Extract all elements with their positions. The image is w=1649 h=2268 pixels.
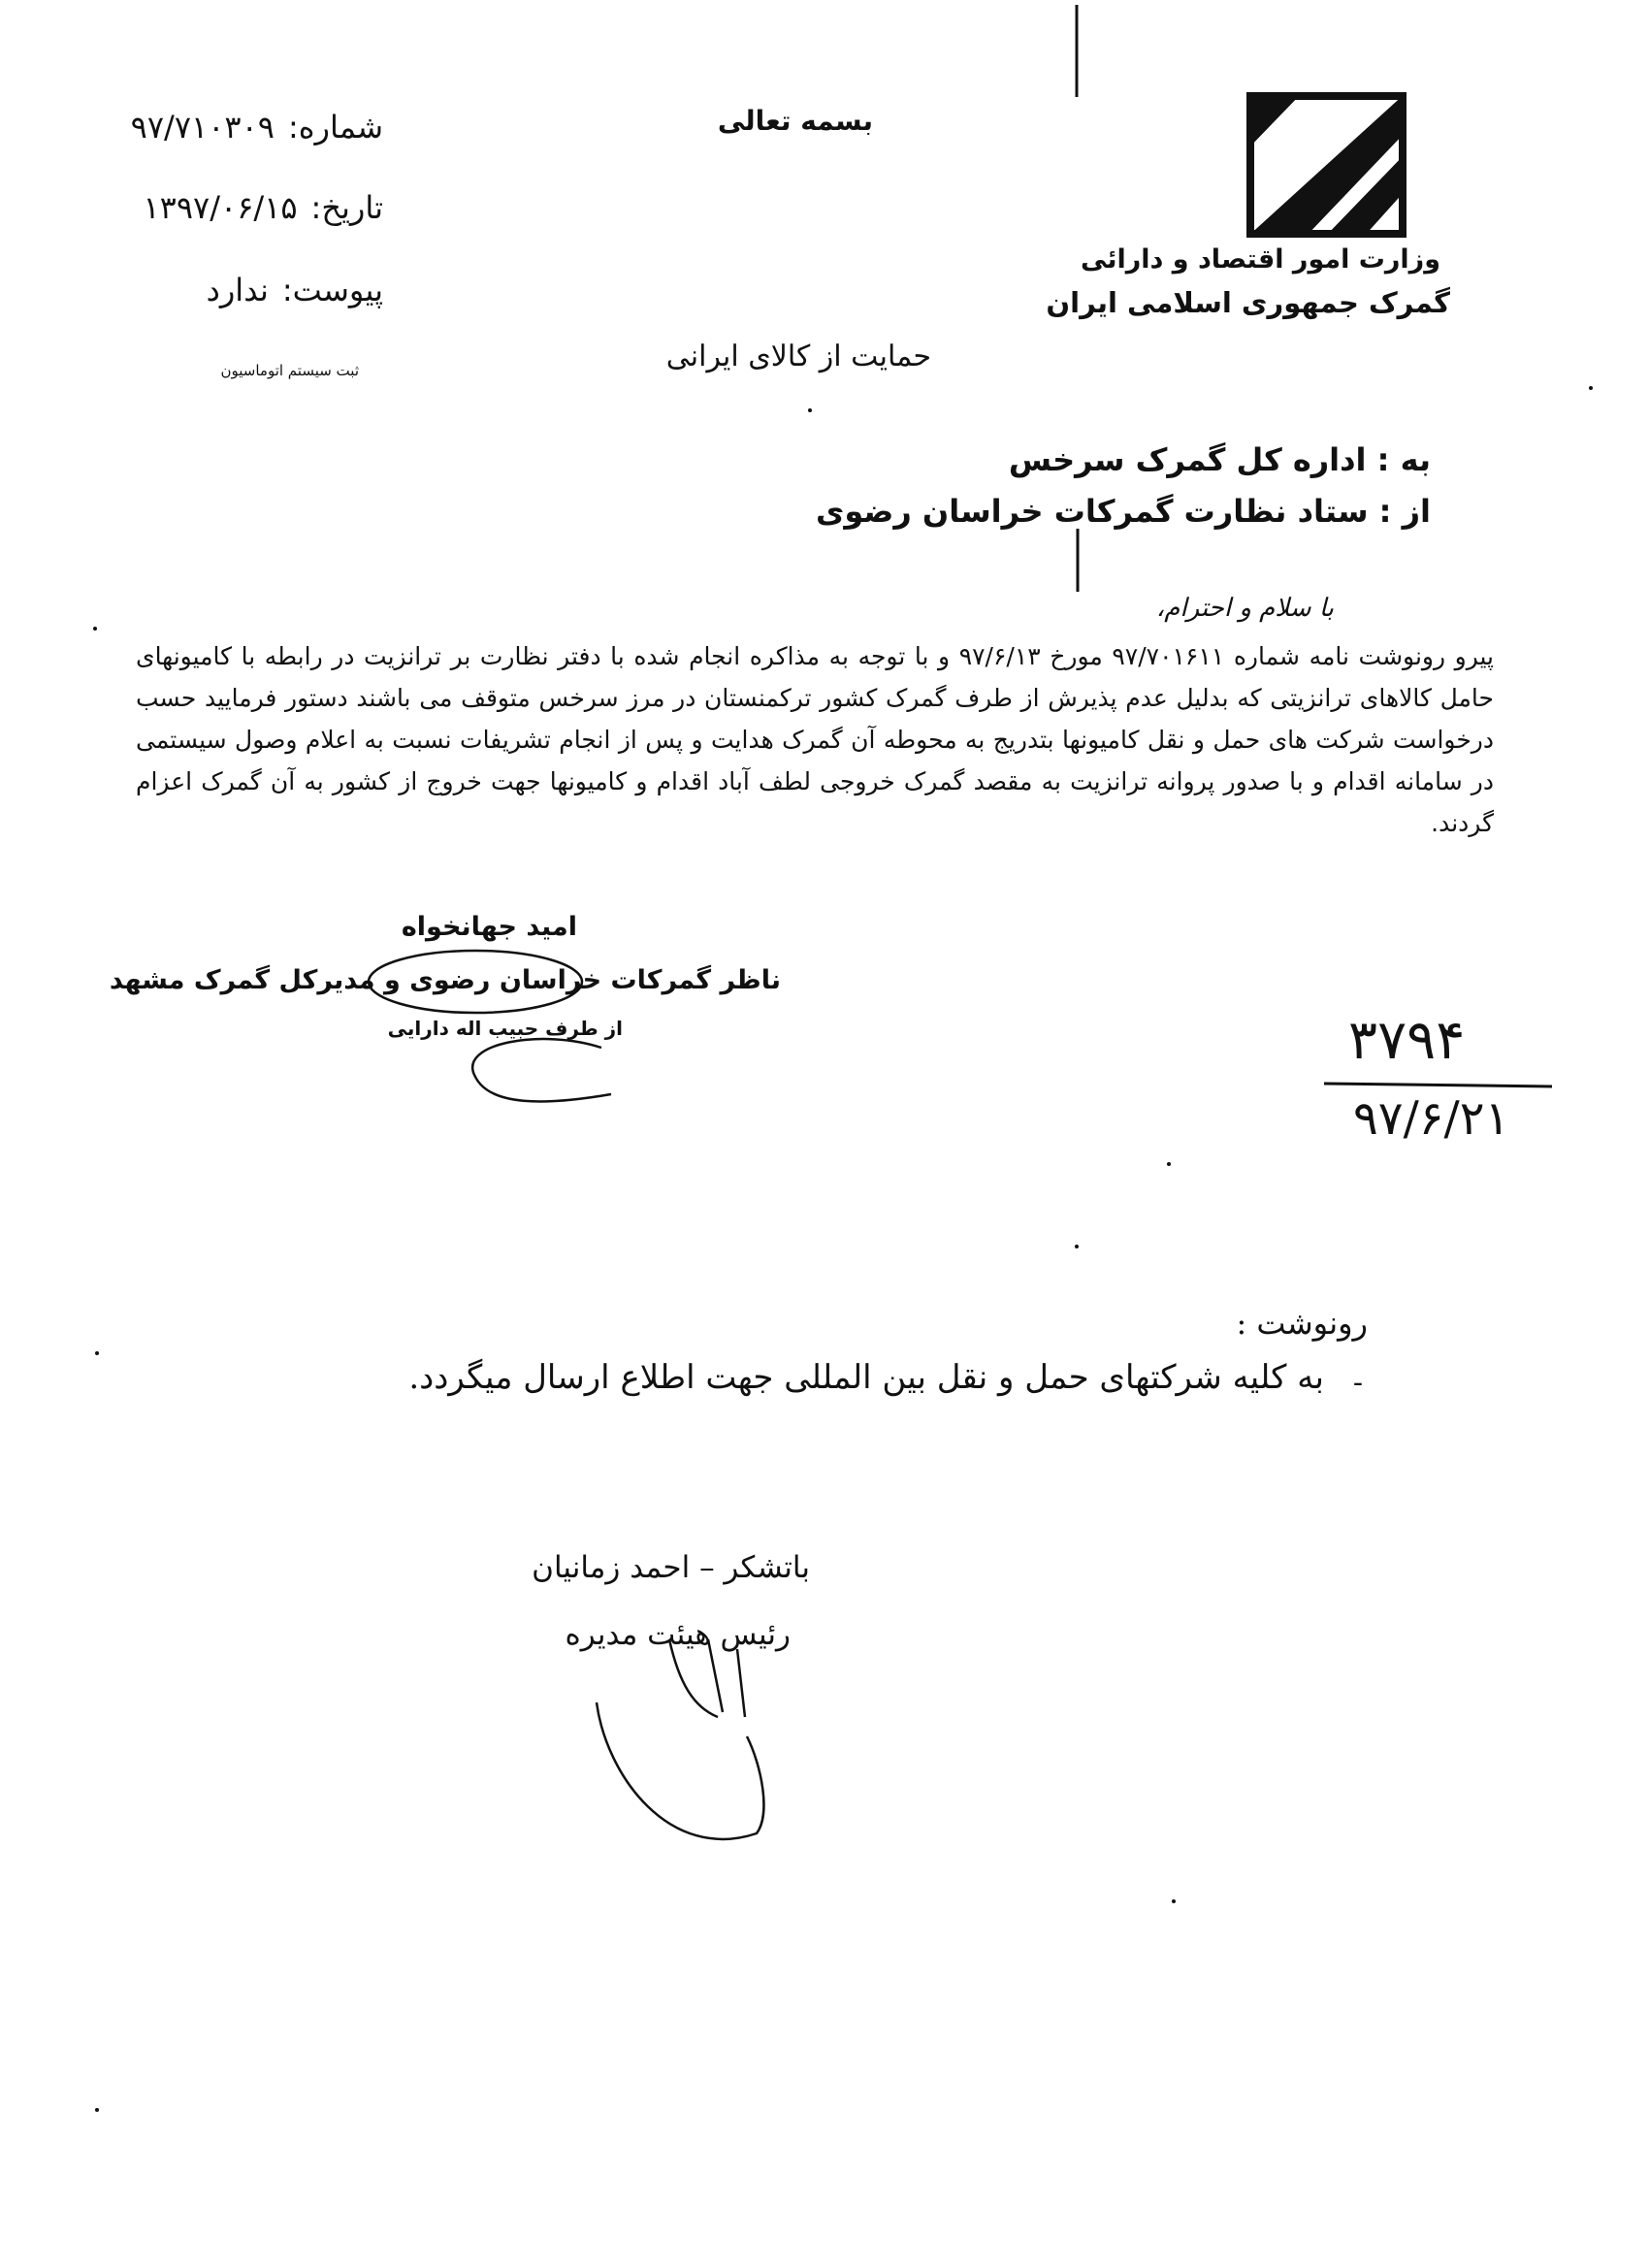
automation-stamp-note: ثبت سیستم اتوماسیون xyxy=(220,362,359,379)
signer-on-behalf: از طرف حبیب اله دارایی xyxy=(387,1017,623,1040)
number-label: شماره: xyxy=(287,109,383,146)
basmala: بسمه تعالی xyxy=(717,105,873,137)
handwritten-ref-date: ۹۷/۶/۲۱ xyxy=(1353,1091,1510,1146)
ministry-name: وزارت امور اقتصاد و دارائی xyxy=(1081,244,1440,275)
sender-line: از : ستاد نظارت گمرکات خراسان رضوی xyxy=(816,493,1431,530)
letter-number xyxy=(131,109,383,146)
letter-date xyxy=(143,189,383,226)
cc-bullet: - xyxy=(1352,1366,1363,1400)
upper-signature-mark xyxy=(472,1039,611,1101)
customs-name: گمرک جمهوری اسلامی ایران xyxy=(1046,286,1450,319)
signer-title: ناظر گمرکات خراسان رضوی و مدیرکل گمرک مشهد xyxy=(109,965,781,995)
cc-thanks: باتشکر – احمد زمانیان xyxy=(532,1550,810,1585)
body-paragraph: پیرو رونوشت نامه شماره ۹۷/۷۰۱۶۱۱ مورخ ۹۷/۶/۱۳ و با توجه به مذاکره انجام شده با دفتر نظارت بر ترانزیت در رابطه با کامیونهای حامل کالاهای ترانزیتی که بدلیل عدم پذیرش از طرف گمرک کشور ترکمنستان در مرز سرخس متوقف می باشند دستور فرمایید حسب درخواست شرکت های حمل و نقل کامیونها بتدریج به محوطه آن گمرک هدایت و پس از انجام تشریفات نسبت به اعلام وصول سیستمی در سامانه اقدام و با صدور پروانه ترانزیت به مقصد گمرک خروجی لطف آباد اقدام و کامیونها جهت خروج از کشور به آن گمرک اعزام گردند. xyxy=(136,642,1494,837)
handwritten-ref-number: ۳۷۹۴ xyxy=(1348,1009,1466,1072)
lower-signature-mark xyxy=(597,1639,763,1839)
date-value: ۱۳۹۷/۰۶/۱۵ xyxy=(143,189,298,226)
cc-role: رئیس هیئت مدیره xyxy=(565,1617,791,1652)
attachment-label: پیوست: xyxy=(281,272,383,308)
attachment-value: ندارد xyxy=(206,272,269,308)
number-value: ۹۷/۷۱۰۳۰۹ xyxy=(130,109,275,146)
ref-divider-line xyxy=(1324,1084,1552,1086)
customs-logo-icon xyxy=(1246,92,1406,238)
salutation: با سلام و احترام، xyxy=(1155,594,1334,623)
signer-name: امید جهانخواه xyxy=(401,912,577,942)
cc-item: به کلیه شرکتهای حمل و نقل بین المللی جهت اطلاع ارسال میگردد. xyxy=(408,1358,1324,1397)
recipient-line: به : اداره کل گمرک سرخس xyxy=(1008,441,1431,478)
cc-label: رونوشت : xyxy=(1236,1305,1368,1342)
slogan: حمایت از کالای ایرانی xyxy=(665,340,931,373)
date-label: تاریخ: xyxy=(310,189,383,226)
letter-attachment xyxy=(207,272,383,308)
